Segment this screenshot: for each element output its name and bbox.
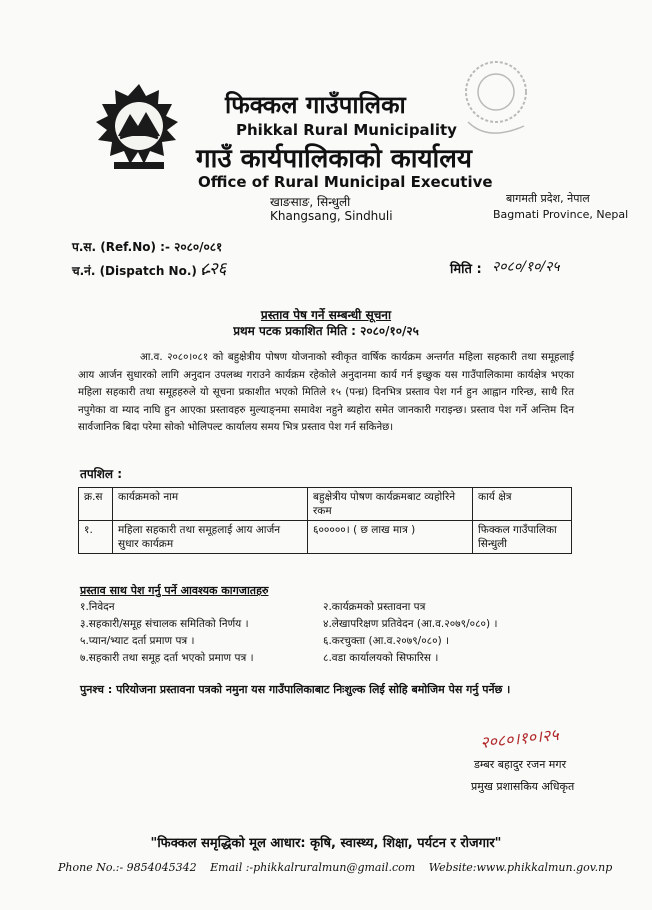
col-header-area: कार्य क्षेत्र [473, 488, 572, 521]
province-en: Bagmati Province, Nepal [493, 208, 629, 221]
address-en: Khangsang, Sindhuli [270, 209, 393, 223]
postscript: पुनश्च : परियोजना प्रस्तावना पत्रको नमुना यस गाउँपालिकाबाट निःशुल्क लिई सोहि बमोजिम पेस गर्नु पर्नेछ । [80, 683, 511, 696]
cell-program: महिला सहकारी तथा समूहलाई आय आर्जन सुधार कार्यक्रम [113, 521, 308, 554]
col-header-amount: बहुक्षेत्रीय पोषण कार्यक्रमबाट व्यहोरिने रकम [308, 488, 473, 521]
col-header-program: कार्यक्रमको नाम [113, 488, 308, 521]
executive-office-np: गाउँ कार्यपालिकाको कार्यालय [196, 144, 472, 174]
signature-scribble: २०८०।१०।२५ [479, 724, 560, 753]
details-label: तपशिल : [80, 467, 123, 481]
signatory-title: प्रमुख प्रशासकिय अधिकृत [471, 780, 575, 793]
document-item: ७.सहकारी तथा समूह दर्ता भएको प्रमाण पत्र । [80, 652, 254, 664]
municipality-emblem [80, 78, 198, 178]
footer-email[interactable]: Email :-phikkalruralmun@gmail.com [210, 861, 416, 874]
document-item: ३.सहकारी/समूह संचालक समितिको निर्णय । [80, 618, 249, 630]
document-item: ५.प्यान/भ्याट दर्ता प्रमाण पत्र । [80, 635, 195, 647]
notice-body: आ.व. २०८०।०८१ को बहुक्षेत्रीय पोषण योजनाको स्वीकृत वार्षिक कार्यक्रम अन्तर्गत महिला सहकारी तथा समूहलाई आय आर्जन सुधारको लागि अनुदान उपलब्ध गराउने कार्यक्रम रहेकोले अनुदानमा कार्य गर्न इच्छुक यस गाउँपालिकामा कार्यक्षेत्र भएका महिला सहकारी तथा समूहहरुले यो सूचना प्रकाशीत भएको मितिले १५ (पन्ध्र) दिनभित्र प्रस्ताव पेश गर्न हुन आह्वान गरिन्छ, साथै रित नपुगेका वा म्याद नाघि हुन आएका प्रस्तावहरु मुल्याङ्नमा समावेश नहुने ब्यहोरा समेत जानकारी गराइन्छ। प्रस्ताव पेश गर्ने अन्तिम दिन सार्वजानिक बिदा परेमा सोको भोलिपल्ट कार्यालय समय भित्र प्रस्ताव पेश गर्न सकिनेछ। [78, 352, 574, 433]
cell-sn: १. [79, 521, 113, 554]
document-item: २.कार्यक्रमको प्रस्तावना पत्र [323, 601, 426, 613]
address-np: खाङसाङ, सिन्धुली [270, 195, 351, 209]
notice-title-row [0, 306, 652, 323]
signatory-name: डम्बर बहादुर रजन मगर [474, 758, 567, 771]
footer-phone: Phone No.:- 9854045342 [58, 861, 197, 874]
document-item: १.निवेदन [80, 601, 115, 613]
office-name-np: फिक्कल गाउँपालिका [225, 91, 406, 119]
notice-subtitle: प्रथम पटक प्रकाशित मिति : २०८०/१०/२५ [233, 324, 419, 338]
office-stamp [448, 52, 538, 148]
document-item: ६.करचुक्ता (आ.व.२०७९/०८०) । [323, 635, 450, 647]
executive-office-en: Office of Rural Municipal Executive [198, 173, 493, 191]
dispatch-number: ८२६ [200, 259, 227, 279]
footer-contact [58, 861, 622, 874]
date-value: २०८०/१०/२५ [492, 259, 560, 275]
notice-title: प्रस्ताव पेष गर्ने सम्बन्धी सूचना [260, 308, 392, 322]
col-header-sn: क्र.स [79, 488, 113, 521]
cell-area: फिक्कल गाउँपालिका सिन्धुली [473, 521, 572, 554]
province-np: बागमती प्रदेश, नेपाल [506, 192, 590, 205]
footer-website[interactable]: Website:www.phikkalmun.gov.np [428, 861, 613, 874]
document-item: ८.वडा कार्यालयको सिफारिस । [323, 652, 439, 664]
document-item: ४.लेखापरिक्षण प्रतिवेदन (आ.व.२०७९/०८०) । [323, 618, 498, 630]
reference-number: प.स. (Ref.No) :- २०८०/०८१ [72, 240, 223, 254]
table-header-row [79, 488, 572, 521]
program-table [78, 487, 572, 554]
documents-heading: प्रस्ताव साथ पेश गर्नु पर्ने आवश्यक कागजातहरु [80, 584, 269, 597]
cell-amount: ६०००००। ( छ लाख मात्र ) [308, 521, 473, 554]
date-label: मिति : [450, 262, 482, 277]
footer-slogan: "फिक्कल समृद्धिको मूल आधार: कृषि, स्वास्थ्य, शिक्षा, पर्यटन र रोजगार" [150, 836, 502, 851]
office-name-en: Phikkal Rural Municipality [236, 121, 457, 139]
dispatch-label: च.नं. (Dispatch No.) :- [72, 264, 211, 278]
table-row [79, 521, 572, 554]
